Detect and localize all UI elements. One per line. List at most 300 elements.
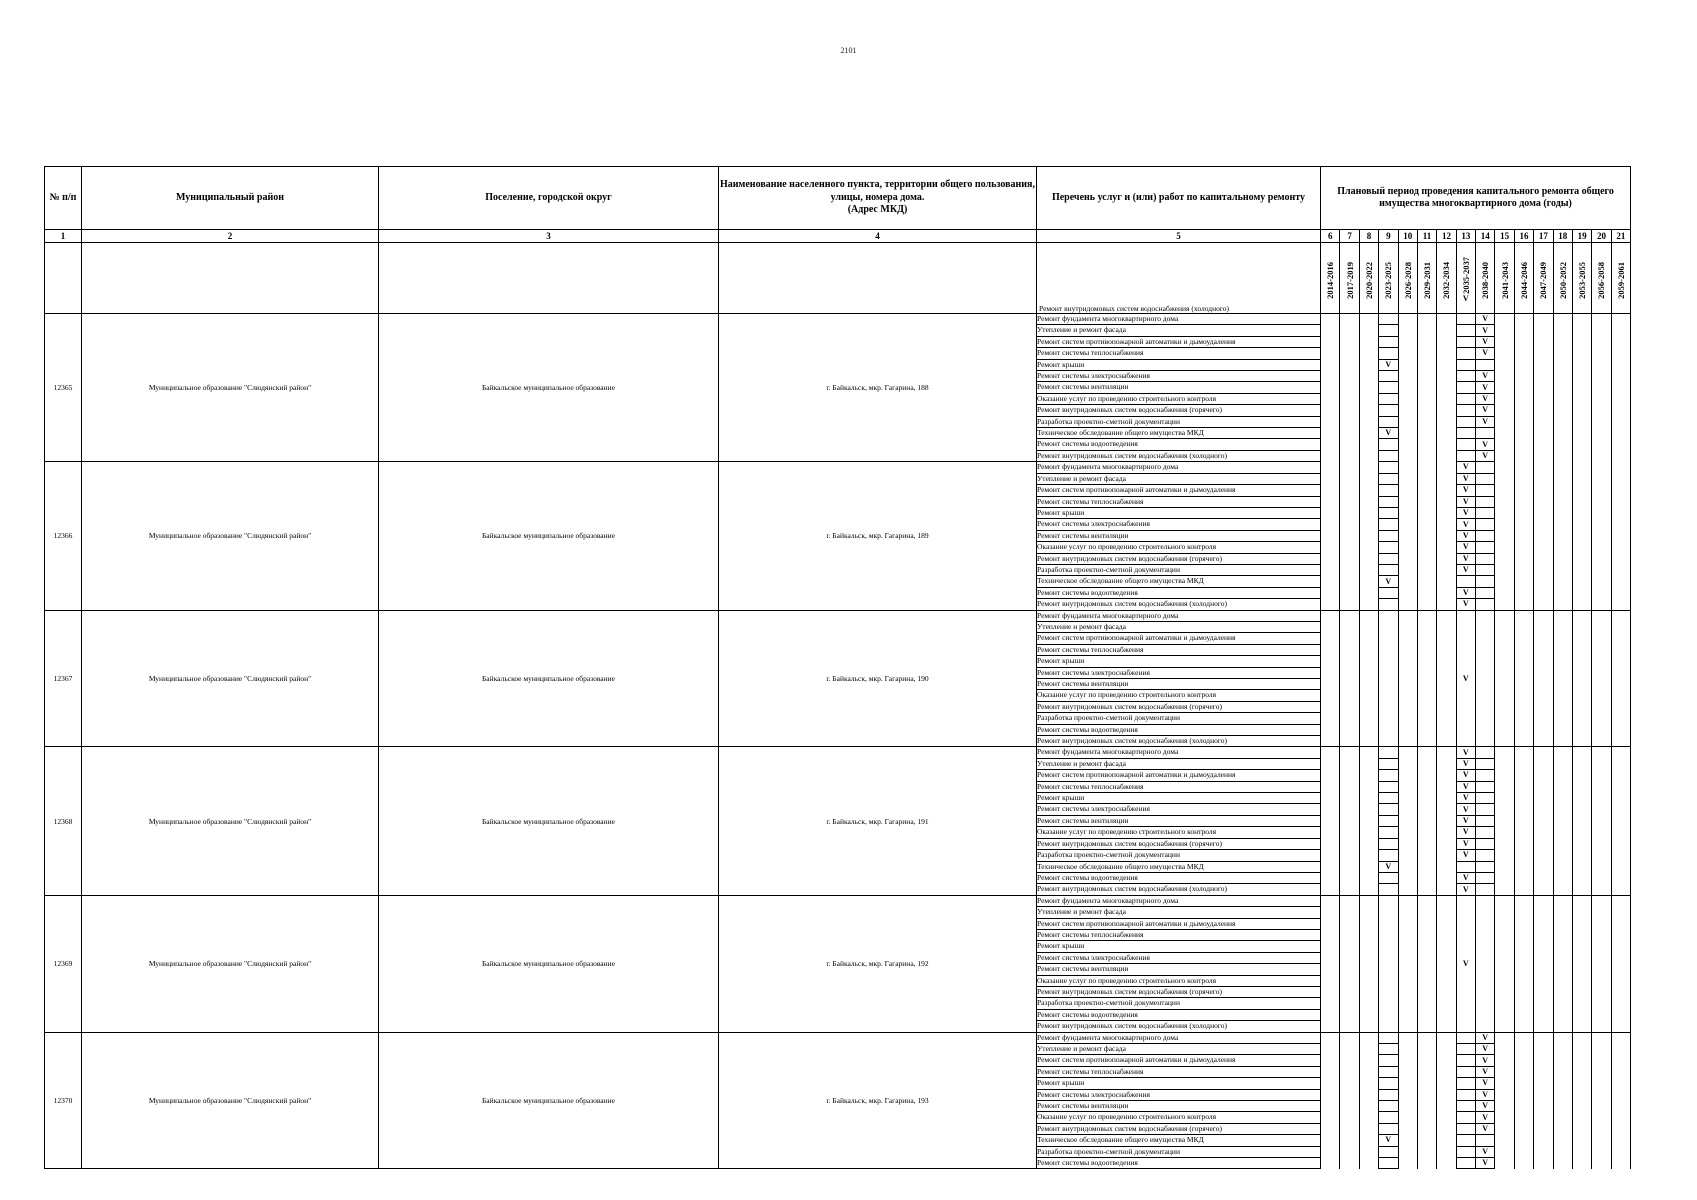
period-cell xyxy=(1398,895,1417,1032)
period-cell xyxy=(1456,1044,1475,1055)
period-cell xyxy=(1611,1123,1630,1134)
period-cell xyxy=(1340,827,1359,838)
year-label: 2029-2031 xyxy=(1422,261,1433,299)
period-cell xyxy=(1611,599,1630,610)
period-cell xyxy=(1379,838,1398,849)
year-col-2050-2052 xyxy=(1553,243,1572,314)
period-cell xyxy=(1379,1089,1398,1100)
period-cell xyxy=(1495,815,1514,826)
year-label: 2020-2022 xyxy=(1363,261,1374,299)
work-item: Ремонт фундамента многоквартирного дома xyxy=(1037,314,1321,325)
period-cell xyxy=(1417,758,1436,769)
period-cell xyxy=(1476,781,1495,792)
column-number-12: 12 xyxy=(1437,230,1456,243)
period-cell xyxy=(1321,1112,1340,1123)
period-cell xyxy=(1476,553,1495,564)
period-cell: V xyxy=(1456,519,1475,530)
period-cell xyxy=(1572,610,1591,747)
work-item: Оказание услуг по проведению строительного контроля xyxy=(1037,1112,1321,1123)
period-cell: V xyxy=(1456,895,1475,1032)
period-cell xyxy=(1534,861,1553,872)
period-cell xyxy=(1321,1146,1340,1157)
period-cell xyxy=(1534,1078,1553,1089)
period-cell xyxy=(1476,542,1495,553)
work-item: Ремонт системы водоотведения xyxy=(1037,1158,1321,1169)
period-cell xyxy=(1534,439,1553,450)
period-cell: V xyxy=(1476,1032,1495,1043)
period-cell xyxy=(1321,770,1340,781)
period-cell: V xyxy=(1456,747,1475,758)
work-item: Ремонт системы теплоснабжения xyxy=(1037,496,1321,507)
period-cell xyxy=(1534,815,1553,826)
record-district: Муниципальное образование "Слюдянский район" xyxy=(82,462,379,610)
year-col-2047-2049 xyxy=(1534,243,1553,314)
period-cell xyxy=(1340,1158,1359,1169)
year-label: 2038-2040 xyxy=(1480,261,1491,299)
work-item: Оказание услуг по проведению строительного контроля xyxy=(1037,393,1321,404)
period-cell xyxy=(1611,1101,1630,1112)
period-cell xyxy=(1456,359,1475,370)
year-label: 2017-2019 xyxy=(1344,261,1355,299)
period-cell xyxy=(1476,485,1495,496)
period-cell xyxy=(1340,325,1359,336)
period-cell xyxy=(1611,359,1630,370)
years-row-blank xyxy=(379,243,719,314)
header-settlement: Поселение, городской округ xyxy=(379,167,719,230)
year-col-2035-2037 xyxy=(1456,243,1475,314)
period-cell xyxy=(1417,850,1436,861)
period-cell xyxy=(1514,576,1533,587)
period-cell xyxy=(1340,1101,1359,1112)
period-cell: V xyxy=(1456,850,1475,861)
period-cell xyxy=(1592,1112,1611,1123)
period-cell xyxy=(1398,485,1417,496)
period-cell xyxy=(1514,416,1533,427)
period-cell xyxy=(1514,462,1533,473)
period-cell xyxy=(1359,1066,1378,1077)
period-cell xyxy=(1437,1101,1456,1112)
period-cell xyxy=(1340,1055,1359,1066)
period-cell xyxy=(1437,781,1456,792)
period-cell xyxy=(1456,1089,1475,1100)
period-cell xyxy=(1514,1044,1533,1055)
period-cell: V xyxy=(1476,1146,1495,1157)
work-item: Оказание услуг по проведению строительного контроля xyxy=(1037,975,1321,986)
period-cell xyxy=(1553,850,1572,861)
period-cell xyxy=(1359,781,1378,792)
year-label: 2014-2016 xyxy=(1325,261,1336,299)
period-cell xyxy=(1437,1078,1456,1089)
year-col-2020-2022 xyxy=(1359,243,1378,314)
period-cell xyxy=(1553,1112,1572,1123)
period-cell xyxy=(1456,1112,1475,1123)
period-cell xyxy=(1340,770,1359,781)
period-cell xyxy=(1592,1158,1611,1169)
period-cell xyxy=(1572,1101,1591,1112)
period-cell xyxy=(1437,872,1456,883)
period-cell xyxy=(1495,439,1514,450)
period-cell xyxy=(1398,519,1417,530)
period-cell xyxy=(1495,507,1514,518)
work-item: Ремонт системы водоотведения xyxy=(1037,872,1321,883)
period-cell xyxy=(1456,325,1475,336)
period-cell xyxy=(1495,827,1514,838)
work-item: Утепление и ремонт фасада xyxy=(1037,758,1321,769)
period-cell xyxy=(1437,1135,1456,1146)
period-cell xyxy=(1398,827,1417,838)
record-number: 12367 xyxy=(45,610,82,747)
period-cell xyxy=(1398,850,1417,861)
period-cell xyxy=(1321,314,1340,325)
period-cell xyxy=(1437,371,1456,382)
header-district: Муниципальный район xyxy=(82,167,379,230)
work-item: Ремонт крыши xyxy=(1037,1078,1321,1089)
period-cell xyxy=(1321,610,1340,747)
work-item: Ремонт внутридомовых систем водоснабжения (холодного) xyxy=(1037,599,1321,610)
period-cell xyxy=(1495,1158,1514,1169)
period-cell xyxy=(1553,895,1572,1032)
period-cell xyxy=(1553,884,1572,895)
period-cell xyxy=(1321,599,1340,610)
period-cell xyxy=(1398,507,1417,518)
period-cell xyxy=(1359,747,1378,758)
period-cell xyxy=(1321,1044,1340,1055)
work-item: Ремонт системы вентиляции xyxy=(1037,964,1321,975)
period-cell xyxy=(1534,838,1553,849)
period-cell xyxy=(1321,553,1340,564)
column-number-16: 16 xyxy=(1514,230,1533,243)
period-cell xyxy=(1572,1146,1591,1157)
period-cell xyxy=(1553,781,1572,792)
work-item: Ремонт системы теплоснабжения xyxy=(1037,781,1321,792)
period-cell xyxy=(1476,428,1495,439)
period-cell xyxy=(1456,416,1475,427)
period-cell xyxy=(1553,1158,1572,1169)
period-cell: V xyxy=(1476,393,1495,404)
period-cell xyxy=(1359,1123,1378,1134)
year-label: 2044-2046 xyxy=(1518,261,1529,299)
period-cell xyxy=(1398,314,1417,325)
period-cell xyxy=(1476,861,1495,872)
period-cell xyxy=(1456,1101,1475,1112)
period-cell xyxy=(1340,599,1359,610)
record-district: Муниципальное образование "Слюдянский район" xyxy=(82,747,379,895)
period-cell xyxy=(1534,519,1553,530)
period-cell xyxy=(1572,450,1591,461)
year-col-2032-2034 xyxy=(1437,243,1456,314)
period-cell xyxy=(1398,793,1417,804)
period-cell xyxy=(1379,850,1398,861)
work-item: Ремонт системы водоотведения xyxy=(1037,587,1321,598)
period-cell xyxy=(1398,530,1417,541)
period-cell xyxy=(1359,325,1378,336)
period-cell xyxy=(1456,382,1475,393)
period-cell xyxy=(1379,314,1398,325)
period-cell xyxy=(1437,850,1456,861)
period-cell xyxy=(1572,1078,1591,1089)
period-cell xyxy=(1379,1123,1398,1134)
period-cell xyxy=(1553,827,1572,838)
period-cell xyxy=(1514,1066,1533,1077)
period-cell xyxy=(1340,1078,1359,1089)
period-cell: V xyxy=(1476,1078,1495,1089)
period-cell: V xyxy=(1456,793,1475,804)
carry-over-work: Ремонт внутридомовых систем водоснабжения (холодного) xyxy=(1037,243,1321,314)
period-cell xyxy=(1437,1146,1456,1157)
period-cell: V xyxy=(1379,576,1398,587)
period-cell xyxy=(1514,793,1533,804)
period-cell xyxy=(1495,382,1514,393)
work-item: Оказание услуг по проведению строительного контроля xyxy=(1037,690,1321,701)
period-cell xyxy=(1553,838,1572,849)
period-cell: V xyxy=(1476,1112,1495,1123)
period-cell xyxy=(1398,884,1417,895)
period-cell: V xyxy=(1456,473,1475,484)
period-cell xyxy=(1592,793,1611,804)
period-cell xyxy=(1379,587,1398,598)
column-number-2: 2 xyxy=(82,230,379,243)
period-cell xyxy=(1572,815,1591,826)
period-cell: V xyxy=(1476,1055,1495,1066)
period-cell xyxy=(1379,325,1398,336)
period-cell xyxy=(1495,781,1514,792)
work-item: Ремонт системы водоотведения xyxy=(1037,439,1321,450)
period-cell xyxy=(1611,884,1630,895)
period-cell xyxy=(1572,507,1591,518)
period-cell xyxy=(1476,850,1495,861)
period-cell xyxy=(1321,1123,1340,1134)
period-cell xyxy=(1476,895,1495,1032)
period-cell xyxy=(1592,393,1611,404)
period-cell xyxy=(1321,416,1340,427)
period-cell xyxy=(1398,1032,1417,1043)
period-cell xyxy=(1437,1089,1456,1100)
period-cell xyxy=(1592,1055,1611,1066)
period-cell xyxy=(1495,1112,1514,1123)
period-cell xyxy=(1437,1032,1456,1043)
work-item: Ремонт внутридомовых систем водоснабжения (горячего) xyxy=(1037,1123,1321,1134)
period-cell xyxy=(1359,530,1378,541)
period-cell xyxy=(1572,850,1591,861)
period-cell xyxy=(1398,587,1417,598)
record-address: г. Байкальск, мкр. Гагарина, 191 xyxy=(719,747,1037,895)
header-address-line1: Наименование населенного пункта, территории общего пользования, улицы, номера дома. xyxy=(720,179,1035,203)
period-cell xyxy=(1321,348,1340,359)
period-cell xyxy=(1495,610,1514,747)
period-cell xyxy=(1495,450,1514,461)
period-cell xyxy=(1495,872,1514,883)
period-cell xyxy=(1611,325,1630,336)
period-cell xyxy=(1592,827,1611,838)
work-item: Разработка проектно-сметной документации xyxy=(1037,850,1321,861)
period-cell xyxy=(1495,462,1514,473)
work-item: Ремонт фундамента многоквартирного дома xyxy=(1037,895,1321,906)
year-col-2038-2040 xyxy=(1476,243,1495,314)
period-cell xyxy=(1534,473,1553,484)
period-cell xyxy=(1321,1089,1340,1100)
period-cell xyxy=(1611,804,1630,815)
period-cell xyxy=(1340,314,1359,325)
period-cell xyxy=(1359,758,1378,769)
period-cell: V xyxy=(1456,838,1475,849)
period-cell xyxy=(1359,462,1378,473)
period-cell xyxy=(1379,542,1398,553)
period-cell xyxy=(1592,382,1611,393)
period-cell xyxy=(1495,405,1514,416)
period-cell xyxy=(1611,576,1630,587)
period-cell: V xyxy=(1476,416,1495,427)
period-cell xyxy=(1476,519,1495,530)
period-cell xyxy=(1417,1032,1436,1043)
period-cell xyxy=(1514,1078,1533,1089)
period-cell xyxy=(1359,1101,1378,1112)
period-cell xyxy=(1437,485,1456,496)
year-label: 2026-2028 xyxy=(1402,261,1413,299)
period-cell xyxy=(1340,382,1359,393)
year-col-2053-2055 xyxy=(1572,243,1591,314)
period-cell xyxy=(1534,496,1553,507)
period-cell xyxy=(1534,1089,1553,1100)
period-cell xyxy=(1398,1044,1417,1055)
period-cell xyxy=(1417,1055,1436,1066)
period-cell xyxy=(1534,564,1553,575)
period-cell xyxy=(1495,804,1514,815)
period-cell xyxy=(1476,770,1495,781)
period-cell: V xyxy=(1476,371,1495,382)
period-cell xyxy=(1340,758,1359,769)
period-cell xyxy=(1398,872,1417,883)
period-cell xyxy=(1572,1089,1591,1100)
work-item: Ремонт системы водоотведения xyxy=(1037,1009,1321,1020)
period-cell xyxy=(1514,804,1533,815)
period-cell xyxy=(1417,519,1436,530)
period-cell xyxy=(1359,416,1378,427)
period-cell xyxy=(1611,838,1630,849)
period-cell: V xyxy=(1456,872,1475,883)
period-cell xyxy=(1514,1123,1533,1134)
period-cell xyxy=(1592,416,1611,427)
period-cell xyxy=(1495,850,1514,861)
period-cell xyxy=(1476,564,1495,575)
period-cell xyxy=(1359,872,1378,883)
period-cell xyxy=(1340,781,1359,792)
period-cell xyxy=(1456,450,1475,461)
period-cell xyxy=(1379,1078,1398,1089)
period-cell xyxy=(1359,336,1378,347)
period-cell xyxy=(1592,336,1611,347)
period-cell xyxy=(1553,1078,1572,1089)
period-cell xyxy=(1514,610,1533,747)
period-cell xyxy=(1553,770,1572,781)
period-cell xyxy=(1534,827,1553,838)
period-cell xyxy=(1340,1066,1359,1077)
period-cell xyxy=(1398,450,1417,461)
period-cell xyxy=(1534,450,1553,461)
period-cell xyxy=(1611,1066,1630,1077)
period-cell xyxy=(1398,542,1417,553)
year-col-2059-2061 xyxy=(1611,243,1630,314)
column-number-row xyxy=(45,230,1631,243)
period-cell xyxy=(1534,382,1553,393)
year-label: 2047-2049 xyxy=(1538,261,1549,299)
period-cell: V xyxy=(1476,405,1495,416)
work-item: Ремонт системы водоотведения xyxy=(1037,724,1321,735)
year-col-2044-2046 xyxy=(1514,243,1533,314)
period-cell xyxy=(1553,861,1572,872)
period-cell xyxy=(1495,496,1514,507)
period-cell xyxy=(1592,758,1611,769)
period-cell xyxy=(1495,314,1514,325)
period-cell xyxy=(1534,610,1553,747)
period-cell xyxy=(1321,758,1340,769)
period-cell xyxy=(1379,450,1398,461)
period-cell xyxy=(1495,359,1514,370)
period-cell xyxy=(1476,747,1495,758)
work-item: Разработка проектно-сметной документации xyxy=(1037,416,1321,427)
period-cell xyxy=(1417,1146,1436,1157)
period-cell xyxy=(1495,1032,1514,1043)
period-cell xyxy=(1417,1158,1436,1169)
period-cell xyxy=(1359,838,1378,849)
period-cell xyxy=(1340,838,1359,849)
period-cell xyxy=(1340,519,1359,530)
header-num: № п/п xyxy=(45,167,82,230)
period-cell xyxy=(1572,781,1591,792)
period-cell: V xyxy=(1456,781,1475,792)
period-cell xyxy=(1417,314,1436,325)
period-cell xyxy=(1398,1112,1417,1123)
period-cell xyxy=(1592,884,1611,895)
period-cell xyxy=(1379,462,1398,473)
period-cell xyxy=(1553,519,1572,530)
period-cell xyxy=(1495,519,1514,530)
period-cell: V xyxy=(1456,530,1475,541)
period-cell xyxy=(1476,576,1495,587)
period-cell xyxy=(1379,781,1398,792)
period-cell xyxy=(1398,348,1417,359)
period-cell xyxy=(1553,610,1572,747)
period-cell xyxy=(1572,314,1591,325)
period-cell: V xyxy=(1456,507,1475,518)
period-cell xyxy=(1572,382,1591,393)
period-cell xyxy=(1553,336,1572,347)
period-cell xyxy=(1398,576,1417,587)
period-cell xyxy=(1417,1078,1436,1089)
record-settlement: Байкальское муниципальное образование xyxy=(379,462,719,610)
column-number-6: 6 xyxy=(1321,230,1340,243)
work-item: Ремонт систем противопожарной автоматики и дымоудаления xyxy=(1037,1055,1321,1066)
period-cell xyxy=(1321,519,1340,530)
period-cell xyxy=(1437,393,1456,404)
period-cell xyxy=(1456,1078,1475,1089)
period-cell xyxy=(1514,359,1533,370)
period-cell xyxy=(1379,895,1398,1032)
period-cell xyxy=(1359,1158,1378,1169)
period-cell xyxy=(1340,576,1359,587)
period-cell xyxy=(1340,553,1359,564)
work-item: Ремонт внутридомовых систем водоснабжения (горячего) xyxy=(1037,986,1321,997)
period-cell xyxy=(1359,1032,1378,1043)
period-cell xyxy=(1534,587,1553,598)
period-cell xyxy=(1437,542,1456,553)
period-cell xyxy=(1398,496,1417,507)
work-item: Техническое обследование общего имущества МКД xyxy=(1037,861,1321,872)
period-cell xyxy=(1592,1146,1611,1157)
period-cell xyxy=(1398,1135,1417,1146)
period-cell xyxy=(1514,861,1533,872)
period-cell xyxy=(1592,599,1611,610)
period-cell xyxy=(1437,507,1456,518)
